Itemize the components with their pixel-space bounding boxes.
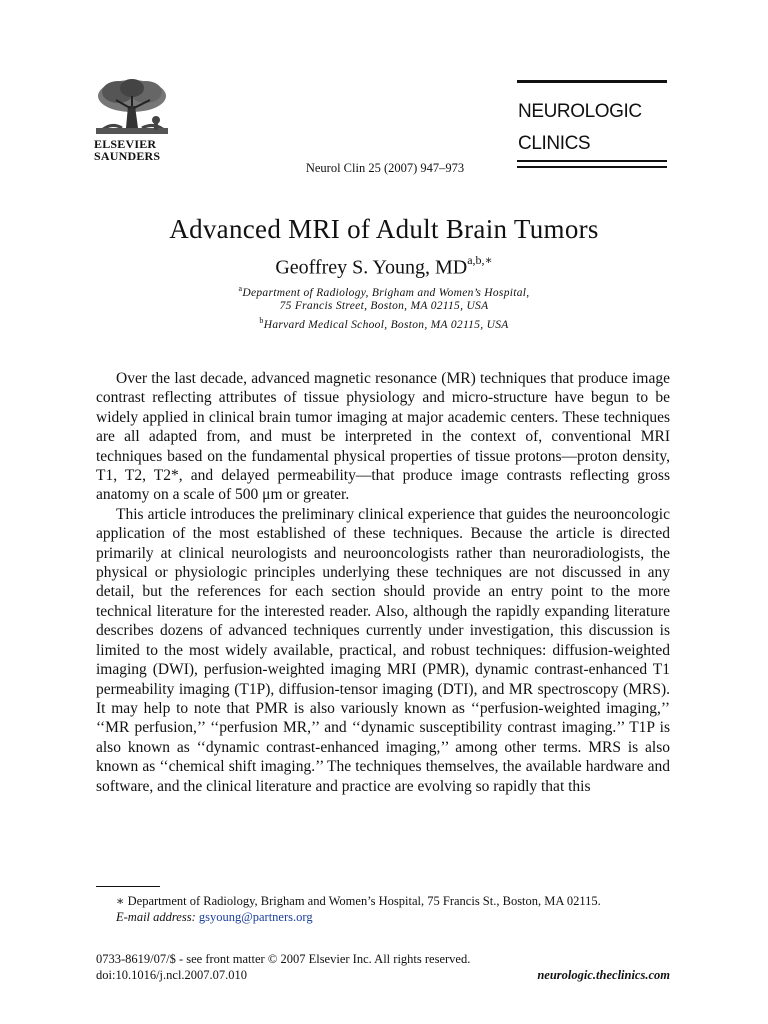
publisher-name	[94, 138, 160, 162]
affiliation-b-mark: b	[259, 316, 264, 325]
publisher-line-1: ELSEVIER	[94, 137, 157, 151]
citation-text: Neurol Clin 25 (2007) 947–973	[305, 161, 465, 175]
journal-url-link[interactable]: neurologic.theclinics.com	[537, 968, 670, 982]
affiliation-b	[0, 316, 768, 331]
journal-name	[518, 96, 642, 160]
issn-line: 0733-8619/07/$ - see front matter © 2007 Elsevier Inc. All rights reserved.	[96, 952, 471, 966]
affiliation-a-line-2: 75 Francis Street, Boston, MA 02115, USA	[279, 300, 489, 312]
footnote	[96, 893, 670, 925]
journal-rule-bottom-2	[517, 166, 667, 168]
author-affiliation-marks: a,b,∗	[467, 253, 493, 267]
front-matter-info	[96, 951, 670, 983]
journal-name-line-1: NEUROLOGIC	[518, 101, 642, 122]
journal-rule-top	[517, 80, 667, 83]
body-paragraph-2: This article introduces the preliminary clinical experience that guides the neurooncologic application of the most established of these techniques. Because the article is directed primarily at clinical neurologists and neurooncologists rather than neuroradiologists, the physical or physiologic principles underlying these techniques are not discussed in any detail, but the references for each section should provide an entry point to the more technical literature for the interested reader. Also, although the rapidly expanding literature describes dozens of advanced techniques currently under investigation, this discussion is limited to the most widely available, practical, and robust techniques: diffusion-weighted imaging (DWI), perfusion-weighted imaging MRI (PMR), dynamic contrast-enhanced T1 permeability imaging (T1P), diffusion-tensor imaging (DTI), and MR spectroscopy (MRS). It may help to note that PMR is also variously known as ‘‘perfusion-weighted imaging,’’ ‘‘MR perfusion,’’ ‘‘perfusion MR,’’ and ‘‘dynamic susceptibility contrast imaging.’’ T1P is also known as ‘‘dynamic contrast-enhanced imaging,’’ among other terms. MRS is also known as ‘‘chemical shift imaging.’’ The techniques themselves, the available hardware and software, and the clinical literature and practice are evolving so rapidly that this	[96, 505, 670, 795]
article-author	[0, 255, 768, 280]
publisher-line-2: SAUNDERS	[94, 149, 161, 163]
email-row	[96, 909, 670, 925]
footnote-text: ∗ Department of Radiology, Brigham and Women’s Hospital, 75 Francis St., Boston, MA 02115.	[116, 894, 601, 908]
journal-rule-bottom-1	[517, 160, 667, 162]
email-label: E-mail address:	[116, 910, 196, 924]
article-body	[96, 369, 670, 796]
author-name: Geoffrey S. Young, MD	[275, 256, 468, 279]
doi-row	[96, 967, 670, 983]
affiliation-b-text: Harvard Medical School, Boston, MA 02115, USA	[263, 318, 509, 331]
journal-citation	[0, 161, 768, 176]
article-title: Advanced MRI of Adult Brain Tumors	[169, 214, 599, 244]
email-link[interactable]: gsyoung@partners.org	[198, 910, 313, 924]
footnote-rule	[96, 886, 160, 887]
affiliation-a-line-1	[0, 284, 768, 299]
body-paragraph-1: Over the last decade, advanced magnetic resonance (MR) techniques that produce image contrast reflecting attributes of tissue physiology and micro-structure have begun to be widely applied in clinical brain tumor imaging at major academic centers. These techniques are all adapted from, and must be interpreted in the context of, conventional MRI techniques based on the fundamental physical properties of tissue protons—proton density, T1, T2, T2*, and delayed permeability—that produce image contrasts reflecting gross anatomy on a scale of 500 μm or greater.	[96, 370, 670, 504]
journal-name-line-2: CLINICS	[518, 133, 591, 154]
affiliation-a-text: Department of Radiology, Brigham and Women’s Hospital,	[242, 286, 530, 299]
doi-text: doi:10.1016/j.ncl.2007.07.010	[96, 968, 248, 982]
affiliation-a-mark: a	[238, 284, 243, 293]
